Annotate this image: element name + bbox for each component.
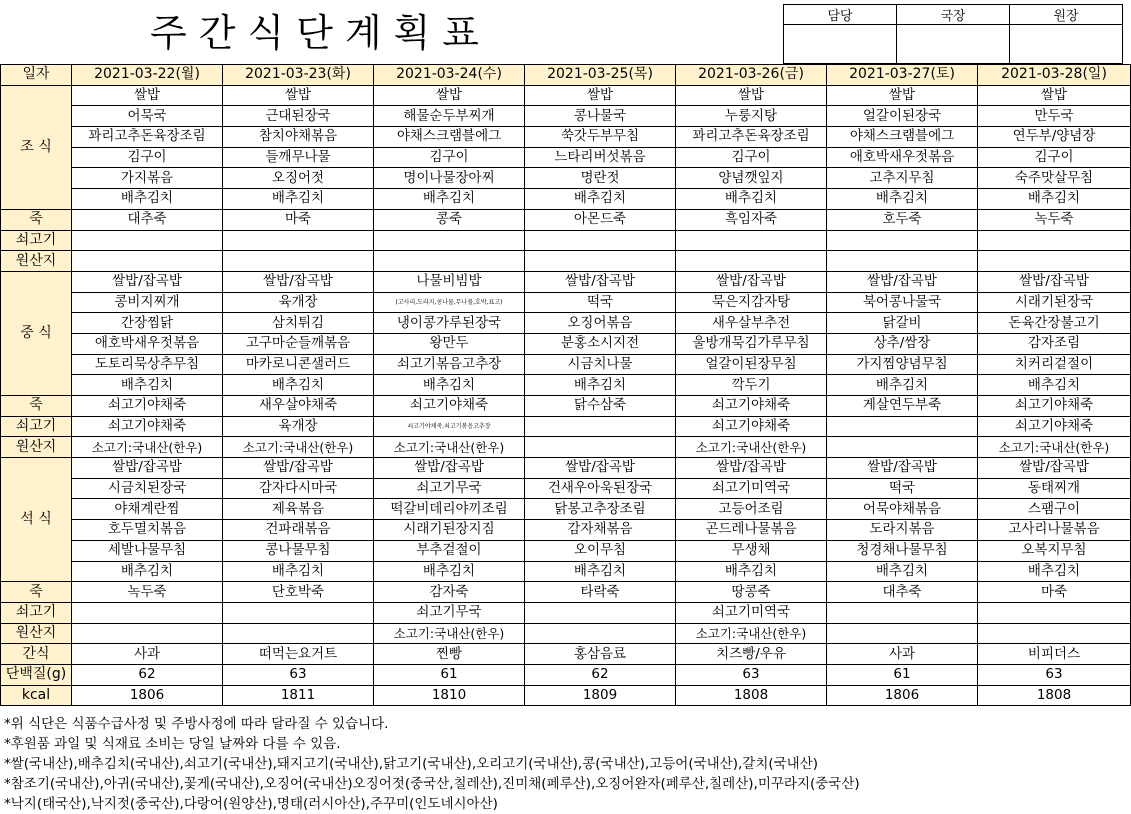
table-row	[1, 685, 1131, 706]
menu-cell: 김구이	[676, 147, 827, 168]
menu-cell: 쌀밥/잡곡밥	[827, 458, 978, 479]
breakfast-label: 조 식	[1, 85, 72, 209]
menu-cell: 들깨무나물	[223, 147, 374, 168]
menu-cell: 명란젓	[525, 168, 676, 189]
menu-cell: 상추/쌈장	[827, 333, 978, 354]
origin-cell	[827, 437, 978, 458]
menu-cell: 해물순두부찌개	[374, 106, 525, 127]
menu-cell: 배추김치	[827, 561, 978, 582]
origin-cell: 소고기:국내산(한우)	[676, 623, 827, 644]
menu-cell: 제육볶음	[223, 499, 374, 520]
protein-cell: 63	[978, 664, 1131, 685]
approval-sign-principal[interactable]	[1010, 25, 1123, 64]
menu-cell: 쇠고기무국	[374, 478, 525, 499]
dinner-label: 석 식	[1, 458, 72, 582]
menu-cell: 배추김치	[676, 561, 827, 582]
menu-cell: 시금치된장국	[72, 478, 223, 499]
menu-cell: 떡갈비데리야끼조림	[374, 499, 525, 520]
origin-cell	[525, 623, 676, 644]
table-row	[1, 437, 1131, 458]
menu-cell: 쑥갓두부무침	[525, 127, 676, 148]
note-line: *낙지(태국산),낙지젓(중국산),다랑어(원양산),명태(러시아산),주꾸미(인도네시아산)	[4, 796, 498, 812]
table-row	[1, 168, 1131, 189]
menu-cell: 콩나물무침	[223, 540, 374, 561]
menu-cell: 배추김치	[525, 375, 676, 396]
menu-cell: 쌀밥/잡곡밥	[223, 458, 374, 479]
note-line: *위 식단은 식품수급사정 및 주방사정에 따라 달라질 수 있습니다.	[4, 716, 389, 732]
menu-cell: 쌀밥	[223, 85, 374, 106]
origin-cell: 쇠고기야채죽	[978, 416, 1131, 437]
snack-cell: 사과	[72, 644, 223, 665]
origin-cell	[676, 251, 827, 272]
menu-cell: 감자조림	[978, 333, 1131, 354]
menu-cell: 건파래볶음	[223, 520, 374, 541]
snack-cell: 비피더스	[978, 644, 1131, 665]
menu-cell: 동태찌개	[978, 478, 1131, 499]
origin-cell	[72, 602, 223, 623]
menu-cell: 배추김치	[978, 561, 1131, 582]
menu-cell: 곤드레나물볶음	[676, 520, 827, 541]
menu-cell: 왕만두	[374, 333, 525, 354]
porridge-cell: 흑임자죽	[676, 209, 827, 230]
menu-cell: 오징어볶음	[525, 313, 676, 334]
porridge-cell: 대추죽	[827, 582, 978, 603]
origin-cell	[525, 602, 676, 623]
porridge-cell: 마죽	[223, 209, 374, 230]
menu-cell: 쌀밥/잡곡밥	[676, 271, 827, 292]
menu-cell: 명이나물장아찌	[374, 168, 525, 189]
date-header: 2021-03-24(수)	[374, 65, 525, 86]
table-row	[1, 582, 1131, 603]
menu-cell: 시래기된장지짐	[374, 520, 525, 541]
snack-cell: 홍삼음료	[525, 644, 676, 665]
origin-cell: 쇠고기무국	[374, 602, 525, 623]
menu-cell: 만두국	[978, 106, 1131, 127]
approval-header-staff: 담당	[784, 5, 897, 25]
menu-cell: 배추김치	[374, 375, 525, 396]
porridge-cell: 타락죽	[525, 582, 676, 603]
menu-cell: 김구이	[72, 147, 223, 168]
menu-cell: 떡국	[525, 292, 676, 313]
menu-cell: 쌀밥/잡곡밥	[525, 271, 676, 292]
porridge-cell: 아몬드죽	[525, 209, 676, 230]
origin-cell: 쇠고기야채죽,쇠고기볶음고추장	[374, 416, 525, 437]
origin-cell	[223, 623, 374, 644]
menu-cell: 시래기된장국	[978, 292, 1131, 313]
menu-cell: 연두부/양념장	[978, 127, 1131, 148]
date-header: 2021-03-27(토)	[827, 65, 978, 86]
protein-cell: 63	[676, 664, 827, 685]
origin-cell	[72, 251, 223, 272]
menu-cell: 배추김치	[827, 189, 978, 210]
menu-cell: 스팸구이	[978, 499, 1131, 520]
origin-cell	[676, 230, 827, 251]
origin-cell	[978, 602, 1131, 623]
approval-header-principal: 원장	[1010, 5, 1123, 25]
menu-cell: 누룽지탕	[676, 106, 827, 127]
menu-cell: 도라지볶음	[827, 520, 978, 541]
menu-cell: 배추김치	[827, 375, 978, 396]
snack-label: 간식	[1, 644, 72, 665]
menu-cell: 무생채	[676, 540, 827, 561]
menu-cell: 쌀밥/잡곡밥	[72, 458, 223, 479]
porridge-cell: 쇠고기야채죽	[72, 396, 223, 417]
menu-cell: 시금치나물	[525, 354, 676, 375]
kcal-cell: 1809	[525, 685, 676, 706]
menu-cell: 새우살부추전	[676, 313, 827, 334]
table-row	[1, 292, 1131, 313]
menu-cell: 배추김치	[676, 189, 827, 210]
menu-cell: 야채계란찜	[72, 499, 223, 520]
origin-cell	[827, 602, 978, 623]
porridge-cell: 호두죽	[827, 209, 978, 230]
menu-cell: 배추김치	[978, 189, 1131, 210]
menu-cell: 고구마순들깨볶음	[223, 333, 374, 354]
menu-cell: 꽈리고추돈육장조림	[676, 127, 827, 148]
menu-cell: 배추김치	[978, 375, 1131, 396]
origin-cell: 육개장	[223, 416, 374, 437]
origin-cell	[223, 230, 374, 251]
table-row	[1, 478, 1131, 499]
table-row	[1, 623, 1131, 644]
porridge-cell: 게살연두부죽	[827, 396, 978, 417]
menu-cell: 청경채나물무침	[827, 540, 978, 561]
menu-cell: 가지볶음	[72, 168, 223, 189]
porridge-cell: 녹두죽	[72, 582, 223, 603]
porridge-cell: 땅콩죽	[676, 582, 827, 603]
menu-cell: 마카로니콘샐러드	[223, 354, 374, 375]
porridge-cell: 쇠고기야채죽	[978, 396, 1131, 417]
menu-cell: 김구이	[978, 147, 1131, 168]
table-row	[1, 499, 1131, 520]
menu-cell: 오징어젓	[223, 168, 374, 189]
table-row	[1, 147, 1131, 168]
porridge-cell: 단호박죽	[223, 582, 374, 603]
origin-cell: 쇠고기미역국	[676, 602, 827, 623]
origin-label-1: 쇠고기	[1, 602, 72, 623]
kcal-label: kcal	[1, 685, 72, 706]
date-header: 2021-03-23(화)	[223, 65, 374, 86]
snack-cell: 치즈빵/우유	[676, 644, 827, 665]
porridge-cell: 대추죽	[72, 209, 223, 230]
approval-header-director: 국장	[897, 5, 1010, 25]
approval-sign-director[interactable]	[897, 25, 1010, 64]
table-row	[1, 230, 1131, 251]
origin-cell	[223, 602, 374, 623]
kcal-cell: 1810	[374, 685, 525, 706]
menu-cell: 고등어조림	[676, 499, 827, 520]
kcal-cell: 1806	[827, 685, 978, 706]
menu-cell: 울방개묵김가루무침	[676, 333, 827, 354]
menu-cell: 느타리버섯볶음	[525, 147, 676, 168]
menu-cell: 쌀밥	[374, 85, 525, 106]
menu-cell: 감자채볶음	[525, 520, 676, 541]
porridge-label: 죽	[1, 209, 72, 230]
table-row	[1, 416, 1131, 437]
notes-section	[4, 714, 860, 814]
menu-cell: 배추김치	[223, 561, 374, 582]
porridge-cell: 쇠고기야채죽	[676, 396, 827, 417]
menu-cell: 쇠고기볶음고추장	[374, 354, 525, 375]
date-header-label: 일자	[1, 65, 72, 86]
date-header: 2021-03-26(금)	[676, 65, 827, 86]
porridge-cell: 쇠고기야채죽	[374, 396, 525, 417]
menu-cell: 야채스크램블에그	[827, 127, 978, 148]
table-row	[1, 106, 1131, 127]
menu-cell: 쇠고기미역국	[676, 478, 827, 499]
menu-cell: 닭갈비	[827, 313, 978, 334]
page-title: 주간식단계획표	[150, 11, 491, 55]
approval-box	[783, 4, 1123, 64]
menu-cell: 간장찜닭	[72, 313, 223, 334]
table-row	[1, 189, 1131, 210]
origin-cell: 소고기:국내산(한우)	[223, 437, 374, 458]
protein-cell: 63	[223, 664, 374, 685]
menu-cell: 오이무침	[525, 540, 676, 561]
menu-cell: 가지찜양념무침	[827, 354, 978, 375]
menu-cell: 돈육간장불고기	[978, 313, 1131, 334]
menu-cell: 어묵야채볶음	[827, 499, 978, 520]
table-row	[1, 375, 1131, 396]
protein-cell: 62	[72, 664, 223, 685]
table-row	[1, 85, 1131, 106]
menu-cell: 치커리겉절이	[978, 354, 1131, 375]
menu-cell: 북어콩나물국	[827, 292, 978, 313]
menu-cell: 호두멸치볶음	[72, 520, 223, 541]
menu-cell: 배추김치	[525, 189, 676, 210]
protein-cell: 61	[827, 664, 978, 685]
date-header: 2021-03-22(월)	[72, 65, 223, 86]
origin-label-1: 쇠고기	[1, 416, 72, 437]
menu-cell: 배추김치	[223, 375, 374, 396]
menu-cell: 애호박새우젓볶음	[72, 333, 223, 354]
porridge-cell: 마죽	[978, 582, 1131, 603]
origin-cell: 쇠고기야채죽	[676, 416, 827, 437]
menu-cell: 쌀밥/잡곡밥	[223, 271, 374, 292]
table-row	[1, 561, 1131, 582]
porridge-cell: 콩죽	[374, 209, 525, 230]
snack-cell: 찐빵	[374, 644, 525, 665]
table-row	[1, 664, 1131, 685]
menu-cell: 배추김치	[374, 189, 525, 210]
menu-cell: 근대된장국	[223, 106, 374, 127]
menu-cell: 얼갈이된장국	[827, 106, 978, 127]
menu-cell: 건새우아욱된장국	[525, 478, 676, 499]
table-row	[1, 65, 1131, 86]
menu-cell: 닭봉고추장조림	[525, 499, 676, 520]
menu-cell: 어묵국	[72, 106, 223, 127]
menu-cell: 쌀밥	[978, 85, 1131, 106]
menu-cell: 쌀밥/잡곡밥	[374, 458, 525, 479]
table-row	[1, 458, 1131, 479]
origin-cell: 쇠고기야채죽	[72, 416, 223, 437]
menu-cell: 쌀밥/잡곡밥	[978, 458, 1131, 479]
menu-cell: 고사리나물볶음	[978, 520, 1131, 541]
menu-cell: 애호박새우젓볶음	[827, 147, 978, 168]
menu-cell: 쌀밥/잡곡밥	[827, 271, 978, 292]
lunch-label: 중 식	[1, 271, 72, 395]
origin-cell	[978, 230, 1131, 251]
table-row	[1, 644, 1131, 665]
origin-cell	[72, 230, 223, 251]
date-header: 2021-03-28(일)	[978, 65, 1131, 86]
menu-cell: 부추겉절이	[374, 540, 525, 561]
origin-label-2: 원산지	[1, 437, 72, 458]
origin-cell	[827, 416, 978, 437]
menu-cell: 도토리묵상추무침	[72, 354, 223, 375]
porridge-cell: 새우살야채죽	[223, 396, 374, 417]
approval-sign-staff[interactable]	[784, 25, 897, 64]
menu-cell: 떡국	[827, 478, 978, 499]
porridge-cell: 닭수삼죽	[525, 396, 676, 417]
origin-cell	[827, 251, 978, 272]
menu-cell: 깍두기	[676, 375, 827, 396]
origin-cell	[525, 230, 676, 251]
menu-cell: 쌀밥/잡곡밥	[72, 271, 223, 292]
table-row	[1, 127, 1131, 148]
porridge-cell: 감자죽	[374, 582, 525, 603]
protein-label: 단백질(g)	[1, 664, 72, 685]
snack-cell: 사과	[827, 644, 978, 665]
table-row	[1, 354, 1131, 375]
origin-label-2: 원산지	[1, 623, 72, 644]
kcal-cell: 1806	[72, 685, 223, 706]
menu-cell: 감자다시마국	[223, 478, 374, 499]
menu-cell: 콩나물국	[525, 106, 676, 127]
menu-cell: 분홍소시지전	[525, 333, 676, 354]
origin-cell	[525, 251, 676, 272]
porridge-cell: 녹두죽	[978, 209, 1131, 230]
menu-cell: 삼치튀김	[223, 313, 374, 334]
menu-cell: 참치야채볶음	[223, 127, 374, 148]
menu-cell: 콩비지찌개	[72, 292, 223, 313]
table-row	[1, 251, 1131, 272]
table-row	[1, 602, 1131, 623]
menu-cell: 쌀밥/잡곡밥	[978, 271, 1131, 292]
menu-cell: 묵은지감자탕	[676, 292, 827, 313]
snack-cell: 떠먹는요거트	[223, 644, 374, 665]
porridge-label: 죽	[1, 396, 72, 417]
menu-cell: 배추김치	[223, 189, 374, 210]
origin-cell: 소고기:국내산(한우)	[374, 437, 525, 458]
menu-cell: 배추김치	[374, 561, 525, 582]
origin-cell	[978, 623, 1131, 644]
menu-cell: 세발나물무침	[72, 540, 223, 561]
table-row	[1, 209, 1131, 230]
menu-cell: 쌀밥/잡곡밥	[525, 458, 676, 479]
origin-cell	[72, 623, 223, 644]
menu-cell: 쌀밥	[72, 85, 223, 106]
table-row	[1, 333, 1131, 354]
origin-cell	[223, 251, 374, 272]
menu-cell: 배추김치	[72, 561, 223, 582]
origin-cell	[374, 230, 525, 251]
menu-cell: 냉이콩가루된장국	[374, 313, 525, 334]
origin-cell	[525, 416, 676, 437]
kcal-cell: 1811	[223, 685, 374, 706]
origin-cell	[827, 230, 978, 251]
menu-cell: (고사리,도라지,콩나물,무나물,호박,표고)	[374, 292, 525, 313]
note-line: *참조기(국내산),아귀(국내산),꽃게(국내산),오징어(국내산)오징어젓(중국산,칠레산),진미채(페루산),오징어완자(페루산,칠레산),미꾸라지(중국산)	[4, 776, 860, 792]
menu-cell: 배추김치	[525, 561, 676, 582]
menu-cell: 야채스크램블에그	[374, 127, 525, 148]
origin-cell	[827, 623, 978, 644]
menu-cell: 배추김치	[72, 189, 223, 210]
origin-cell	[978, 251, 1131, 272]
protein-cell: 62	[525, 664, 676, 685]
menu-cell: 나물비빔밥	[374, 271, 525, 292]
menu-cell: 숙주맛살무침	[978, 168, 1131, 189]
table-row	[1, 313, 1131, 334]
menu-cell: 꽈리고추돈육장조림	[72, 127, 223, 148]
menu-cell: 고추지무침	[827, 168, 978, 189]
menu-cell: 오복지무침	[978, 540, 1131, 561]
menu-cell: 쌀밥	[525, 85, 676, 106]
origin-cell	[374, 251, 525, 272]
menu-table	[0, 64, 1131, 706]
table-row	[1, 396, 1131, 417]
table-row	[1, 520, 1131, 541]
origin-label-2: 원산지	[1, 251, 72, 272]
menu-cell: 쌀밥	[676, 85, 827, 106]
porridge-label: 죽	[1, 582, 72, 603]
menu-cell: 육개장	[223, 292, 374, 313]
origin-cell	[525, 437, 676, 458]
origin-cell: 소고기:국내산(한우)	[676, 437, 827, 458]
date-header: 2021-03-25(목)	[525, 65, 676, 86]
menu-cell: 쌀밥/잡곡밥	[676, 458, 827, 479]
menu-cell: 얼갈이된장무침	[676, 354, 827, 375]
note-line: *후원품 과일 및 식재료 소비는 당일 날짜와 다를 수 있음.	[4, 736, 341, 752]
origin-cell: 소고기:국내산(한우)	[374, 623, 525, 644]
origin-cell: 소고기:국내산(한우)	[978, 437, 1131, 458]
origin-cell: 소고기:국내산(한우)	[72, 437, 223, 458]
origin-label-1: 쇠고기	[1, 230, 72, 251]
table-row	[1, 540, 1131, 561]
table-row	[1, 271, 1131, 292]
menu-cell: 배추김치	[72, 375, 223, 396]
kcal-cell: 1808	[676, 685, 827, 706]
menu-cell: 쌀밥	[827, 85, 978, 106]
menu-cell: 양념깻잎지	[676, 168, 827, 189]
protein-cell: 61	[374, 664, 525, 685]
menu-cell: 김구이	[374, 147, 525, 168]
kcal-cell: 1808	[978, 685, 1131, 706]
note-line: *쌀(국내산),배추김치(국내산),쇠고기(국내산),돼지고기(국내산),닭고기(국내산),오리고기(국내산),콩(국내산),고등어(국내산),갈치(국내산)	[4, 756, 819, 772]
